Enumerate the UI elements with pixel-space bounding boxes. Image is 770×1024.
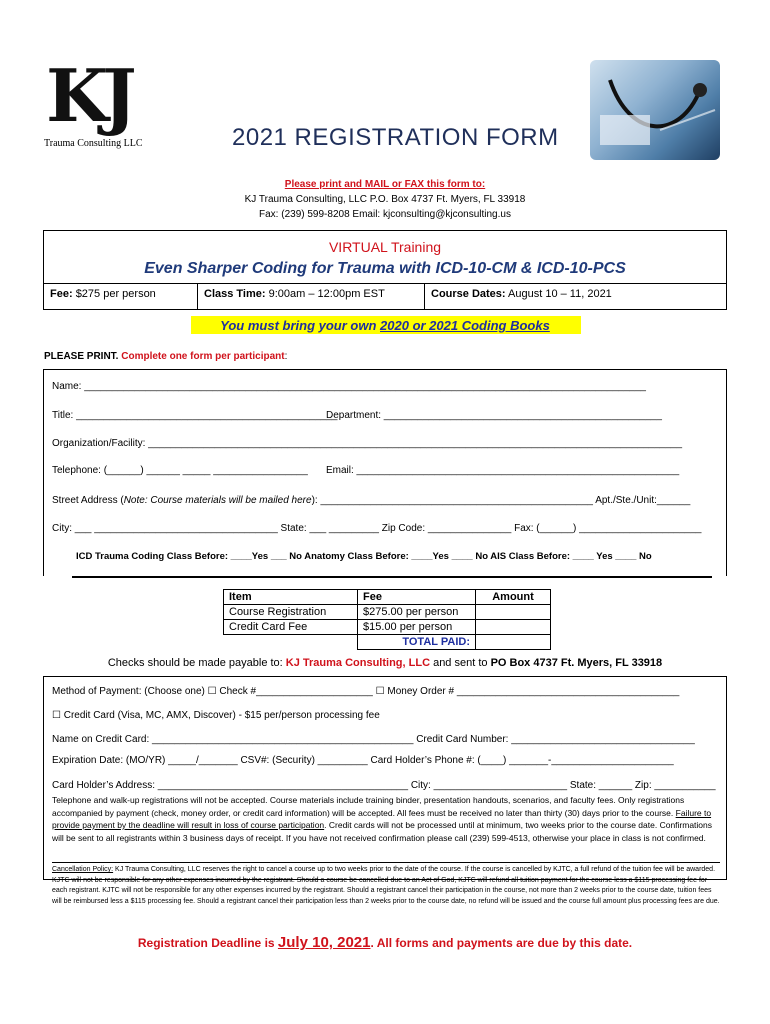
street-address-field[interactable]: Street Address (Note: Course materials will be mailed here): _________________________________________________ Apt./Ste./Unit:______ [52,495,691,506]
name-on-card-field[interactable]: Name on Credit Card: _______________________________________________ Credit Card Number: _________________________________ [52,734,695,745]
registration-policy: Telephone and walk-up registrations will not be accepted. Course materials include training binder, presentation handouts, scenarios, and faculty fees. Only registrations accompanied by payment (check, money order, or credit card information) will be accepted. All fees must be received no later than thirty (30) days prior to the course. Failure to provide payment by the deadline will result in loss of course participation. Credit cards will not be processed until at minimum, two weeks prior to the course date. Confirmations will be sent to all registrants within 3 business days of receipt. If you have not received confirmation please call (239) 599-4513, otherwise your place in class is not confirmed. [52,795,713,843]
table-row [224,605,551,620]
mail-instructions: Please print and MAIL or FAX this form to: [284,179,486,190]
checks-payable: Checks should be made payable to: KJ Trauma Consulting, LLC and sent to PO Box 4737 Ft. Myers, FL 33918 [107,657,663,669]
telephone-field[interactable]: Telephone: (______) ______ _____ _________________ [52,465,308,476]
table-cell: $15.00 per person [358,620,476,635]
card-holder-address-field[interactable]: Card Holder’s Address: _____________________________________________ City: ________________________ State: ______ Zip: ___________ [52,780,716,791]
expiration-field[interactable]: Expiration Date: (MO/YR) _____/_______ CSV#: (Security) _________ Card Holder’s Phone #: (____) _______-______________________ [52,755,674,766]
table-cell: Course Registration [224,605,358,620]
table-cell: $275.00 per person [358,605,476,620]
email-field[interactable]: Email: __________________________________________________________ [326,465,680,476]
payment-section [43,676,727,880]
medical-photo [590,60,720,160]
stethoscope-graphic [590,60,720,160]
name-field[interactable]: Name: _____________________________________________________________________________________________________ [52,381,646,392]
contact-info: Fax: (239) 599-8208 Email: kjconsulting@kjconsulting.us [259,209,511,220]
table-header: Fee [358,590,476,605]
title-field[interactable]: Title: _______________________________________________ [52,410,338,421]
course-dates: Course Dates: August 10 – 11, 2021 [431,288,612,300]
divider [72,576,712,578]
total-paid-label: TOTAL PAID: [358,635,476,650]
organization-field[interactable]: Organization/Facility: ________________________________________________________________________________________________ [52,438,683,449]
course-info-box [43,230,727,310]
city-state-zip-field[interactable]: City: ___ _________________________________ State: ___ _________ Zip Code: _______________ Fax: (______) ______________________ [52,523,702,534]
logo-mark: KJ [46,53,131,138]
fee-table [223,589,551,650]
table-header: Item [224,590,358,605]
payment-method-field[interactable]: Method of Payment: (Choose one) ☐ Check #_____________________ ☐ Money Order # ________________________________________ [52,686,680,697]
books-notice: You must bring your own 2020 or 2021 Coding Books [220,318,550,333]
logo-subtitle: Trauma Consulting LLC [44,138,143,149]
fee-info: Fee: $275 per person [50,288,156,300]
amount-input[interactable] [476,620,551,635]
table-header-row [224,590,551,605]
course-name: Even Sharper Coding for Trauma with ICD-10-CM & ICD-10-PCS [144,260,626,277]
credit-card-option[interactable]: ☐ Credit Card (Visa, MC, AMX, Discover) - $15 per/person processing fee [52,710,380,721]
table-row [224,620,551,635]
total-paid-input[interactable] [476,635,551,650]
table-header: Amount [476,590,551,605]
table-cell: Credit Card Fee [224,620,358,635]
print-notice: PLEASE PRINT. Complete one form per participant: [44,351,288,362]
company-logo [44,53,164,160]
training-type: VIRTUAL Training [328,239,442,255]
cancellation-policy: Cancellation Policy: KJ Trauma Consulting, LLC reserves the right to cancel a course up to two weeks prior to the date of the course. If the course is cancelled by KJTC, a full refund of the tuition fee will be awarded. KJTC will not be responsible for any other expenses incurred by the registrant. Should a course be cancelled due to an Act of God, KJTC will refund all tuition payment for the course less a $115 processing fee for each registrant. KJTC will not be responsible for any other expenses incurred by the registrant. Should a registrant cancel their participation in the course, not more than 2 weeks prior to the course date, tuition fees will be reimbursed less a $115 processing fee. Should a registrant cancel their participation less than 2 weeks prior to the course date, no refund will be issued and the course full amount plus processing fees are due. [52,866,720,905]
class-time: Class Time: 9:00am – 12:00pm EST [204,288,385,300]
prior-classes-field[interactable]: ICD Trauma Coding Class Before: ____Yes ___ No Anatomy Class Before: ____Yes ____ No AIS Class Before: ____ Yes ____ No [76,551,652,562]
divider [52,862,720,863]
amount-input[interactable] [476,605,551,620]
table-row [224,635,551,650]
page-title: 2021 REGISTRATION FORM [232,124,559,151]
mailing-address: KJ Trauma Consulting, LLC P.O. Box 4737 Ft. Myers, FL 33918 [244,194,526,205]
registration-deadline: Registration Deadline is July 10, 2021. All forms and payments are due by this date. [137,934,633,951]
department-field[interactable]: Department: __________________________________________________ [326,410,662,421]
